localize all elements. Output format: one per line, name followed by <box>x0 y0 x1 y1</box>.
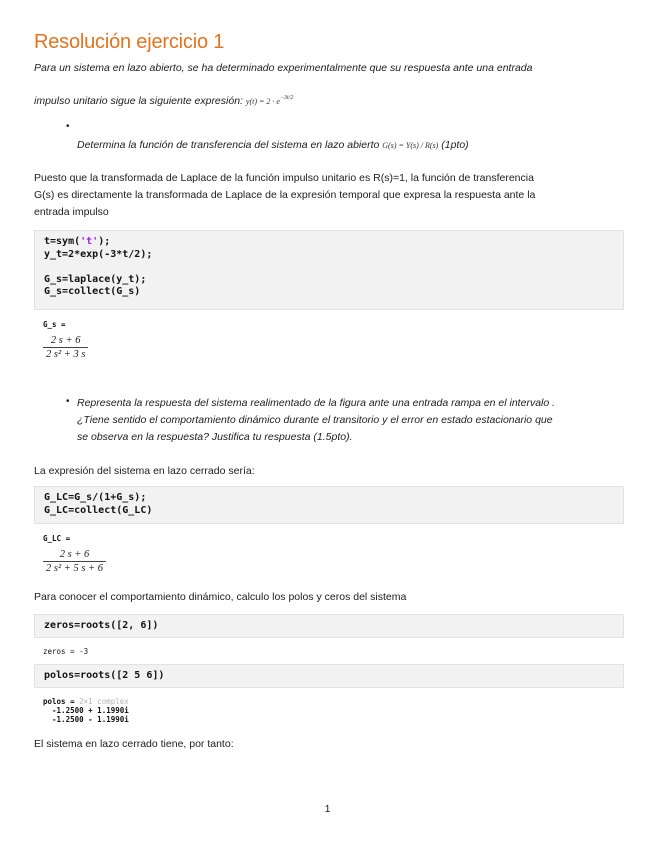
fraction-numerator: 2 s + 6 <box>50 335 81 346</box>
bullet-marker: • <box>66 396 70 407</box>
fraction-bar <box>43 347 88 348</box>
paragraph-4: El sistema en lazo cerrado tiene, por tanto: <box>34 738 234 750</box>
fraction-denominator: 2 s² + 3 s <box>46 349 86 360</box>
output-fraction-gs <box>43 335 88 360</box>
poles-meta: 2×1 complex <box>79 697 129 706</box>
output-poles <box>43 697 129 724</box>
expression-base: y(t) = 2 · e <box>245 97 280 106</box>
impulse-response-expression <box>246 97 293 106</box>
task-1-points: (1pto) <box>441 139 469 151</box>
output-fraction-glc <box>43 549 106 574</box>
task-1-text: Determina la función de transferencia del sistema en lazo abierto <box>77 139 380 151</box>
paragraph-1-line-2: G(s) es directamente la transformada de Laplace de la expresión temporal que expresa la respuesta ante la <box>34 189 536 201</box>
code-block-closed-loop[interactable]: G_LC=G_s/(1+G_s); G_LC=collect(G_LC) <box>34 486 624 524</box>
pole-1: -1.2500 + 1.1990i <box>43 706 129 715</box>
bullet-marker: • <box>66 121 70 132</box>
poles-label: polos = <box>43 697 75 706</box>
page-title: Resolución ejercicio 1 <box>34 31 225 53</box>
task-1 <box>77 137 469 154</box>
paragraph-2: La expresión del sistema en lazo cerrado sería: <box>34 465 255 477</box>
output-label-glc: G_LC = <box>43 534 71 543</box>
task-2-line-3: se observa en la respuesta? Justifica tu respuesta (1.5pto). <box>77 431 353 443</box>
fraction-numerator: 2 s + 6 <box>59 549 90 560</box>
fraction-denominator: 2 s² + 5 s + 6 <box>46 563 103 574</box>
paragraph-3: Para conocer el comportamiento dinámico, calculo los polos y ceros del sistema <box>34 591 407 603</box>
output-label-gs: G_s = <box>43 320 66 329</box>
task-2-line-2: ¿Tiene sentido el comportamiento dinámico durante el transitorio y el error en estado estacionario que <box>77 414 553 426</box>
pole-2: -1.2500 - 1.1990i <box>43 715 129 724</box>
expression-exponent: −3t/2 <box>279 95 294 101</box>
intro-line-2-text: impulso unitario sigue la siguiente expresión: <box>34 95 243 107</box>
fraction-bar <box>43 561 106 562</box>
page-number: 1 <box>324 803 331 815</box>
code-block-poles[interactable]: polos=roots([2 5 6]) <box>34 664 624 688</box>
intro-line-2 <box>34 93 293 112</box>
task-2-line-1: Representa la respuesta del sistema realimentado de la figura ante una entrada rampa en el intervalo . <box>77 397 556 409</box>
intro-line-1: Para un sistema en lazo abierto, se ha determinado experimentalmente que su respuesta ante una entrada <box>34 62 533 74</box>
code-block-zeros[interactable]: zeros=roots([2, 6]) <box>34 614 624 638</box>
paragraph-1-line-3: entrada impulso <box>34 206 109 218</box>
transfer-function-formula: G(s) = Y(s) / R(s) <box>382 141 439 150</box>
code-block-laplace[interactable]: t=sym('t'); y_t=2*exp(-3*t/2); G_s=laplace(y_t); G_s=collect(G_s) <box>34 230 624 310</box>
output-zeros: zeros = -3 <box>43 647 89 656</box>
paragraph-1-line-1: Puesto que la transformada de Laplace de la función impulso unitario es R(s)=1, la función de transferencia <box>34 172 534 184</box>
